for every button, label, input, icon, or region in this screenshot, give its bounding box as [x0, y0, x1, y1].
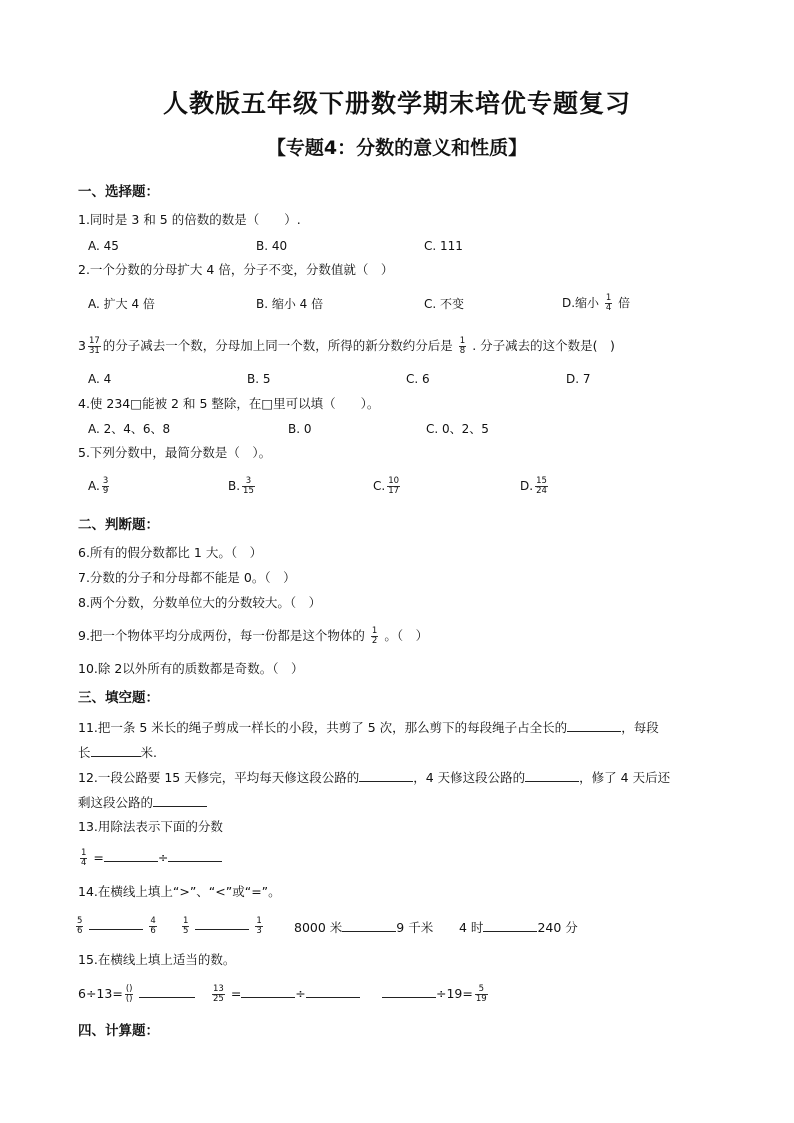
question-14-b — [180, 917, 265, 936]
question-14: 14.在横线上填上“>”、“<”或“=”。 — [78, 884, 281, 899]
answer-blank[interactable] — [168, 849, 222, 862]
fraction: $\frac{1}{3}$ — [256, 916, 262, 936]
question-11-line2: 长 米. — [78, 745, 157, 760]
question-14-c: 8000 米 9 千米 — [294, 920, 434, 935]
fraction: $\frac{17}{31}$ — [88, 336, 100, 356]
q1-option-a: A. 45 — [88, 239, 119, 253]
answer-blank[interactable] — [241, 985, 295, 998]
section-choice-heading: 一、选择题： — [78, 184, 159, 200]
question-9: 9.把一个物体平均分成两份，每一份都是这个物体的 $\frac{1}{2}$ 。（ ） — [78, 626, 429, 646]
question-10: 10.除 2以外所有的质数都是奇数。（ ） — [78, 661, 304, 676]
q2-option-c: C. 不变 — [424, 297, 465, 311]
question-15-c: ÷19= $\frac{5}{19}$ — [382, 985, 490, 1004]
answer-blank[interactable] — [567, 719, 621, 732]
fraction: $\frac{1}{4}$ — [81, 848, 87, 868]
answer-blank[interactable] — [359, 769, 413, 782]
answer-blank[interactable] — [104, 849, 158, 862]
q3-option-a: A. 4 — [88, 372, 112, 386]
question-4: 4.使 234□能被 2 和 5 整除，在□里可以填（ ）。 — [78, 396, 380, 411]
question-14-a — [74, 917, 159, 936]
fraction: $\frac{3}{9}$ — [102, 476, 109, 496]
q4-option-c: C. 0、2、5 — [426, 422, 489, 436]
q1-option-b: B. 40 — [256, 239, 288, 253]
q5-option-d: D. $\frac{15}{24}$ — [520, 476, 547, 496]
question-6: 6.所有的假分数都比 1 大。（ ） — [78, 545, 263, 560]
answer-blank[interactable] — [483, 919, 537, 932]
q4-option-a: A. 2、4、6、8 — [88, 422, 171, 436]
question-15: 15.在横线上填上适当的数。 — [78, 952, 236, 967]
q5-option-b: B. $\frac{3}{15}$ — [228, 476, 254, 496]
fraction: $\frac{1}{8}$ — [459, 336, 466, 356]
question-5: 5.下列分数中，最简分数是（ ）。 — [78, 445, 272, 460]
section-judge-heading: 二、判断题： — [78, 517, 159, 533]
question-8: 8.两个分数，分数单位大的分数较大。（ ） — [78, 595, 322, 610]
answer-blank[interactable] — [382, 985, 436, 998]
fraction: $\frac{1}{4}$ — [605, 293, 612, 313]
fraction: $\frac{13}{25}$ — [213, 984, 224, 1004]
question-2: 2.一个分数的分母扩大 4 倍，分子不变，分数值就（ ） — [78, 262, 394, 277]
question-1: 1.同时是 3 和 5 的倍数的数是（ ）. — [78, 212, 301, 227]
answer-blank[interactable] — [139, 985, 195, 998]
question-7: 7.分数的分子和分母都不能是 0。（ ） — [78, 570, 296, 585]
fraction: $\frac{5}{6}$ — [77, 916, 83, 936]
answer-blank[interactable] — [153, 794, 207, 807]
section-calc-heading: 四、计算题： — [78, 1023, 159, 1039]
q5-option-a: A. $\frac{3}{9}$ — [88, 476, 109, 496]
section-fill-heading: 三、填空题： — [78, 690, 159, 706]
question-12-line2: 剩这段公路的 — [78, 794, 207, 811]
answer-blank[interactable] — [195, 917, 249, 930]
question-3: 3 $\frac{17}{31}$ 的分子减去一个数，分母加上同一个数，所得的新分数约分后是 $\frac{1}{8}$ . 分子减去的这个数是( ) — [78, 336, 615, 356]
q2-option-a: A. 扩大 4 倍 — [88, 297, 155, 311]
q3-option-d: D. 7 — [566, 372, 591, 386]
answer-blank[interactable] — [342, 919, 396, 932]
fraction: $\frac{1}{5}$ — [183, 916, 189, 936]
answer-blank[interactable] — [91, 744, 141, 757]
q5-option-c: C. $\frac{10}{17}$ — [373, 476, 400, 496]
question-14-d: 4 时 240 分 — [459, 920, 578, 935]
page-subtitle: 【专题4：分数的意义和性质】 — [266, 137, 528, 159]
q2-option-b: B. 缩小 4 倍 — [256, 297, 324, 311]
q3-option-b: B. 5 — [247, 372, 271, 386]
question-11-line1: 11.把一条 5 米长的绳子剪成一样长的小段，共剪了 5 次，那么剪下的每段绳子占全长的 ，每段 — [78, 720, 659, 735]
answer-blank[interactable] — [525, 769, 579, 782]
question-15-a: 6÷13= $\frac{()}{()}$ — [78, 985, 195, 1004]
answer-blank[interactable] — [89, 917, 143, 930]
q3-option-c: C. 6 — [406, 372, 430, 386]
q1-option-c: C. 111 — [424, 239, 463, 253]
question-13: 13.用除法表示下面的分数 — [78, 819, 223, 834]
fraction: $\frac{4}{6}$ — [150, 916, 156, 936]
question-15-b: $\frac{13}{25}$ = ÷ — [210, 985, 360, 1004]
fraction: $\frac{1}{2}$ — [371, 626, 378, 646]
fraction: $\frac{()}{()}$ — [125, 984, 133, 1004]
answer-blank[interactable] — [306, 985, 360, 998]
q2-option-d: D.缩小 $\frac{1}{4}$ 倍 — [562, 293, 631, 313]
fraction: $\frac{15}{24}$ — [536, 476, 547, 496]
fraction: $\frac{3}{15}$ — [243, 476, 254, 496]
question-12-line1: 12.一段公路要 15 天修完，平均每天修这段公路的 ，4 天修这段公路的 ，修了 4 天后还 — [78, 770, 671, 785]
fraction: $\frac{5}{19}$ — [475, 984, 487, 1004]
fraction: $\frac{10}{17}$ — [388, 476, 400, 496]
q4-option-b: B. 0 — [288, 422, 312, 436]
page-title: 人教版五年级下册数学期末培优专题复习 — [162, 89, 631, 118]
question-13-expression: $\frac{1}{4}$ = ÷ — [78, 849, 222, 868]
